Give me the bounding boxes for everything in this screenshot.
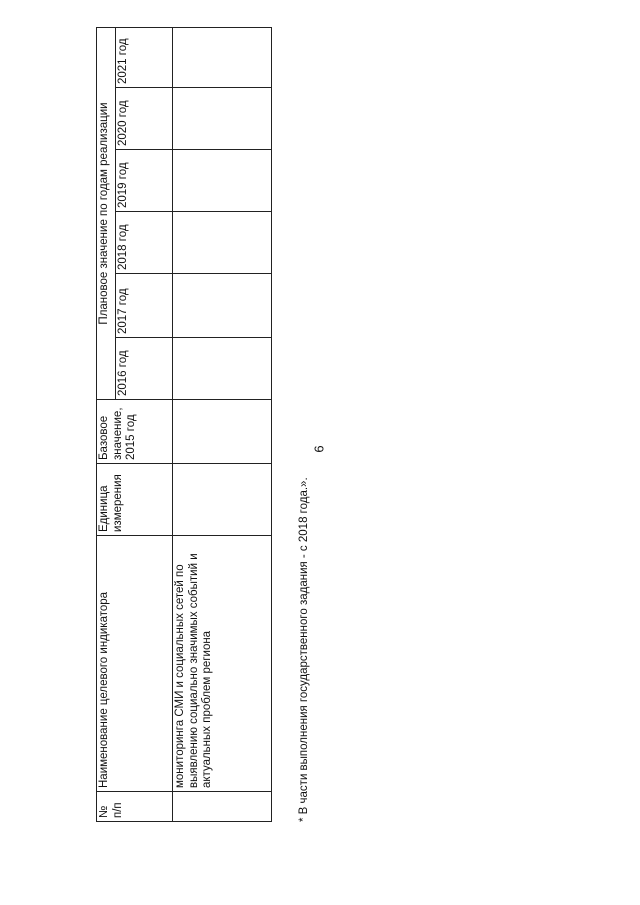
header-year-2016: 2016 год: [116, 338, 173, 400]
cell-value-2019: [173, 150, 272, 212]
header-base: Базовое значение, 2015 год: [97, 400, 173, 464]
rotated-content: [96, 22, 416, 822]
header-year-2020: 2020 год: [116, 88, 173, 150]
header-name: Наименование целевого индикатора: [97, 536, 173, 792]
header-year-2019: 2019 год: [116, 150, 173, 212]
header-number: № п/п: [97, 792, 173, 822]
cell-value-2020: [173, 88, 272, 150]
cell-value-2017: [173, 274, 272, 338]
header-unit: Единица измерения: [97, 464, 173, 536]
header-year-2018: 2018 год: [116, 212, 173, 274]
page-number-text: 6: [311, 445, 327, 453]
cell-unit: [173, 464, 272, 536]
cell-value-2016: [173, 338, 272, 400]
header-planned: Плановое значение по годам реализации: [97, 27, 116, 399]
header-year-2017: 2017 год: [116, 274, 173, 338]
cell-number: [173, 792, 272, 822]
cell-value-2018: [173, 212, 272, 274]
cell-name: мониторинга СМИ и социальных сетей по выявлению социально значимых событий и актуальных проблем региона: [173, 536, 272, 792]
header-row-1: [97, 27, 116, 821]
cell-base: [173, 400, 272, 464]
table-row: [173, 27, 272, 821]
footnote: * В части выполнения государственного задания - с 2018 года.».: [298, 477, 310, 822]
indicators-table: [96, 27, 272, 822]
cell-value-2021: [173, 27, 272, 87]
header-year-2021: 2021 год: [116, 27, 173, 87]
